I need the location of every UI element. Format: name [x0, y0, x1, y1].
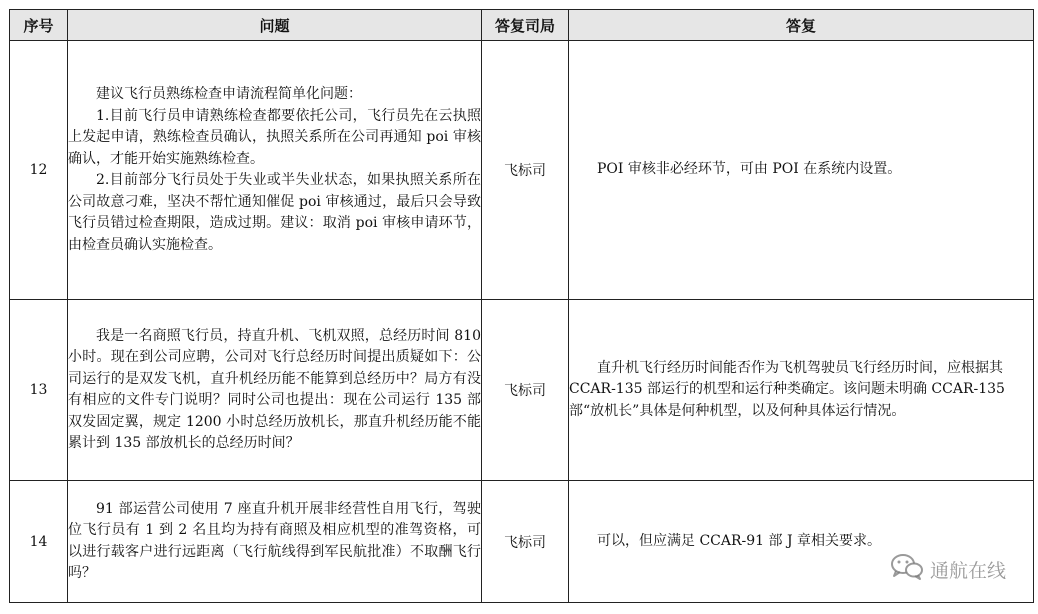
question-cell — [68, 481, 482, 603]
table-row — [10, 300, 1034, 481]
watermark — [890, 553, 1006, 586]
question-cell — [68, 41, 482, 300]
question-paragraph: 1.目前飞行员申请熟练检查都要依托公司，飞行员先在云执照上发起申请，熟练检查员确认，执照关系所在公司再通知 poi 审核确认，才能开始实施熟练检查。 — [68, 107, 481, 167]
answer-cell — [569, 300, 1034, 481]
faq-table — [9, 9, 1034, 603]
answer-paragraph: 可以，但应满足 CCAR-91 部 J 章相关要求。 — [597, 532, 882, 549]
watermark-text: 通航在线 — [929, 560, 1006, 582]
table-row — [10, 481, 1034, 603]
question-cell — [68, 300, 482, 481]
question-paragraph: 91 部运营公司使用 7 座直升机开展非经营性自用飞行，驾驶位飞行员有 1 到 2 名且均为持有商照及相应机型的准驾资格，可以进行载客户进行远距离（飞行航线得到军民航批准）不取酬飞行吗？ — [68, 500, 481, 581]
question-paragraph: 我是一名商照飞行员，持直升机、飞机双照，总经历时间 810 小时。现在到公司应聘，公司对飞行总经历时间提出质疑如下：公司运行的是双发飞机，直升机经历能不能算到总经历中？局方有没有相应的文件专门说明？同时公司也提出：现在公司运行 135 部双发固定翼，规定 1200 小时总经历放机长，那直升机经历能不能累计到 135 部放机长的总经历时间？ — [68, 327, 481, 451]
header-no: 序号 — [10, 10, 68, 41]
question-paragraph: 2.目前部分飞行员处于失业或半失业状态，如果执照关系所在公司故意刁难，坚决不帮忙通知催促 poi 审核通过，最后只会导致飞行员错过检查期限，造成过期。建议：取消 poi 审核申请环节，由检查员确认实施检查。 — [68, 172, 481, 253]
row-number: 14 — [10, 481, 68, 603]
table-row — [10, 41, 1034, 300]
row-number: 12 — [10, 41, 68, 300]
question-paragraph: 建议飞行员熟练检查申请流程简单化问题： — [96, 86, 362, 102]
header-answer: 答复 — [569, 10, 1034, 41]
dept-cell: 飞标司 — [482, 41, 569, 300]
answer-paragraph: POI 审核非必经环节，可由 POI 在系统内设置。 — [597, 161, 902, 178]
header-dept: 答复司局 — [482, 10, 569, 41]
header-row — [10, 10, 1034, 41]
dept-cell: 飞标司 — [482, 300, 569, 481]
answer-paragraph: 直升机飞行经历时间能否作为飞机驾驶员飞行经历时间，应根据其 CCAR-135 部运行的机型和运行种类确定。该问题未明确 CCAR-135 部“放机长”具体是何种机型，以及何种具体运行情况。 — [569, 359, 1005, 419]
header-question: 问题 — [68, 10, 482, 41]
answer-cell — [569, 41, 1034, 300]
wechat-icon — [890, 553, 924, 586]
row-number: 13 — [10, 300, 68, 481]
dept-cell: 飞标司 — [482, 481, 569, 603]
